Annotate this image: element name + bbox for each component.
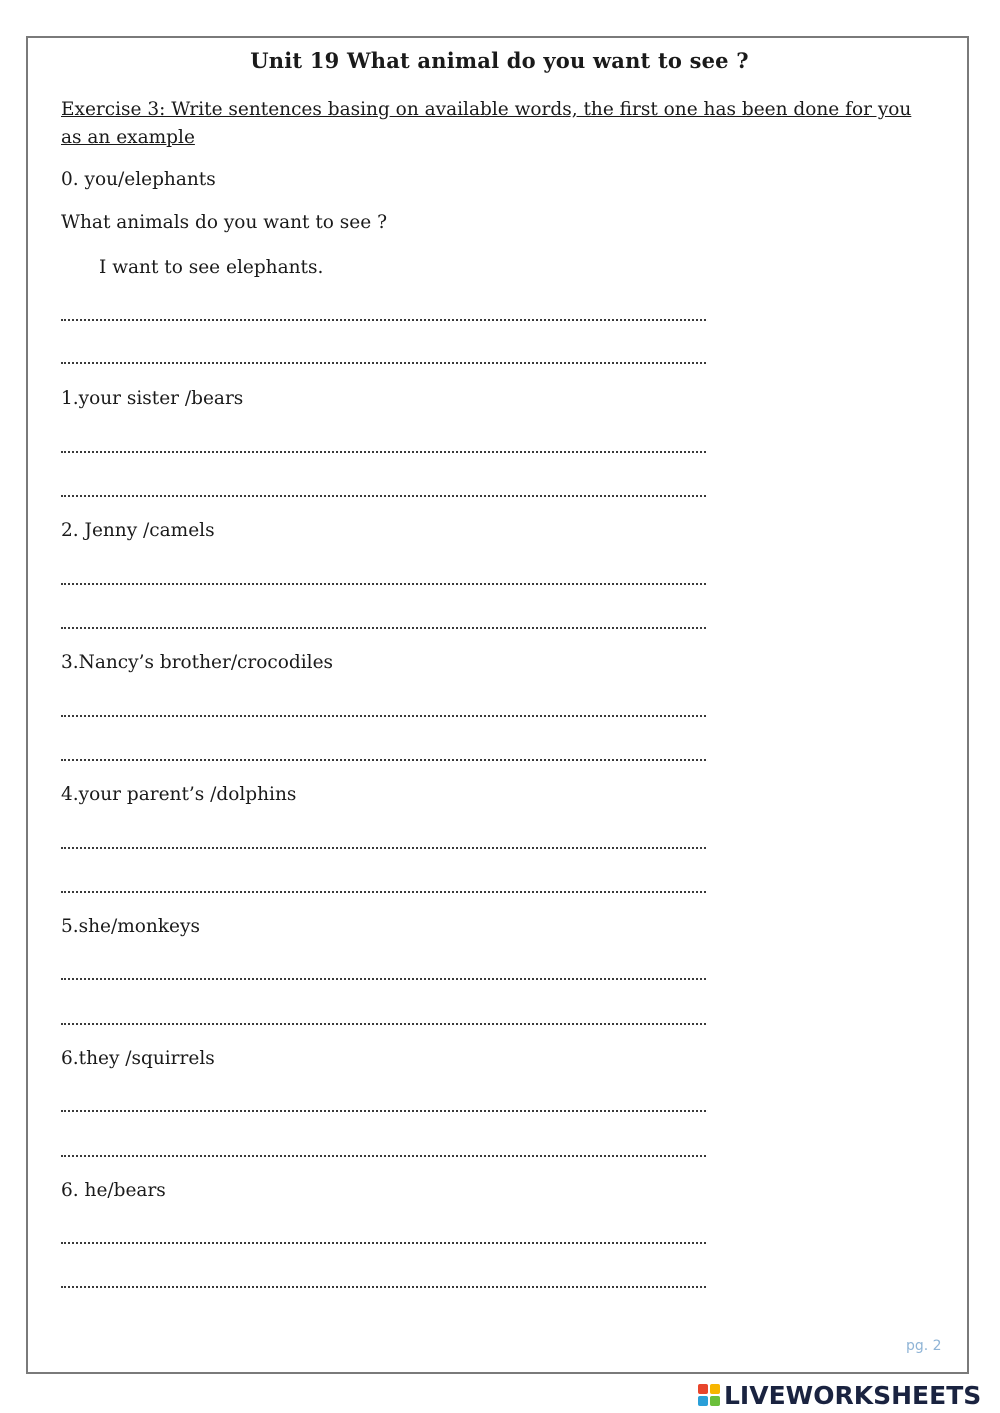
- answer-line[interactable]: [61, 583, 706, 587]
- item-prompt: 3.Nancy’s brother/crocodiles: [61, 652, 334, 673]
- answer-line[interactable]: [61, 759, 706, 763]
- exercise-instruction: Exercise 3: Write sentences basing on available words, the first one has been done for you as an example: [61, 99, 912, 148]
- item-prompt: 2. Jenny /camels: [61, 520, 215, 541]
- brand-name: LIVEWORKSHEETS: [724, 1380, 982, 1410]
- item-prompt: 6.they /squirrels: [61, 1048, 215, 1069]
- item-prompt: 1.your sister /bears: [61, 388, 244, 409]
- liveworksheets-logo: [698, 1380, 981, 1410]
- answer-line[interactable]: [61, 1286, 706, 1290]
- answer-line[interactable]: [61, 319, 706, 323]
- item-prompt: 5.she/monkeys: [61, 916, 200, 937]
- page-number: pg. 2: [906, 1338, 942, 1354]
- page-border: [26, 36, 969, 1374]
- example-prompt: 0. you/elephants: [61, 169, 216, 190]
- answer-line[interactable]: [61, 891, 706, 895]
- logo-tile: [698, 1396, 708, 1406]
- item-prompt: 4.your parent’s /dolphins: [61, 784, 297, 805]
- worksheet-title: Unit 19 What animal do you want to see ?: [250, 48, 749, 73]
- answer-line[interactable]: [61, 1242, 706, 1246]
- answer-line[interactable]: [61, 495, 706, 499]
- answer-line[interactable]: [61, 1110, 706, 1114]
- answer-line[interactable]: [61, 978, 706, 982]
- logo-tile: [710, 1396, 720, 1406]
- logo-grid-icon: [698, 1384, 720, 1406]
- example-answer: I want to see elephants.: [99, 257, 324, 278]
- answer-line[interactable]: [61, 715, 706, 719]
- item-prompt: 6. he/bears: [61, 1180, 166, 1201]
- answer-line[interactable]: [61, 847, 706, 851]
- answer-line[interactable]: [61, 451, 706, 455]
- answer-line[interactable]: [61, 362, 706, 366]
- answer-line[interactable]: [61, 1155, 706, 1159]
- example-question: What animals do you want to see ?: [61, 212, 387, 233]
- logo-tile: [698, 1384, 708, 1394]
- answer-line[interactable]: [61, 1023, 706, 1027]
- logo-tile: [710, 1384, 720, 1394]
- answer-line[interactable]: [61, 627, 706, 631]
